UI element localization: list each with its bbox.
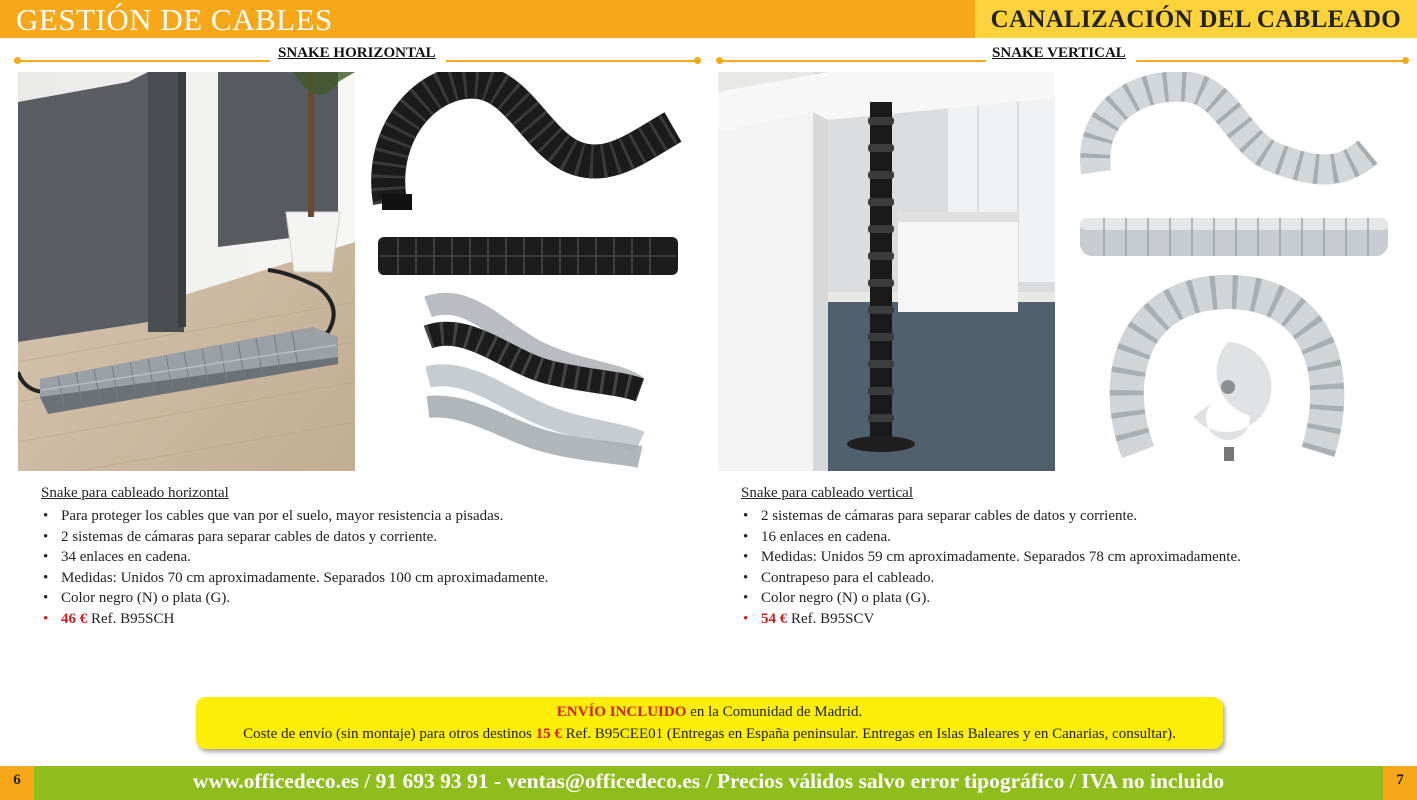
vertical-snake-desk-photo [718, 72, 1055, 471]
heading-rule [720, 60, 986, 62]
price-value: 46 € [61, 610, 88, 627]
vertical-product-title: Snake para cableado vertical [741, 485, 913, 501]
feature-item: • Color negro (N) o plata (G). [741, 588, 1401, 609]
horizontal-features-list [41, 506, 701, 629]
vertical-heading [708, 44, 1417, 64]
page-header [0, 0, 1417, 38]
shipping-line-2-start: Coste de envío (sin montaje) para otros destinos [243, 726, 532, 742]
feature-item: • Contrapeso para el cableado. [741, 568, 1401, 589]
price-item [741, 609, 1401, 630]
shipping-highlight: ENVÍO INCLUIDO [556, 704, 687, 720]
footer-contact: www.officedeco.es / 91 693 93 91 - ventas@officedeco.es / Precios válidos salvo error tipográfico / IVA no incluido [192, 769, 1225, 793]
feature-item: • 34 enlaces en cadena. [41, 547, 701, 568]
page-number-left: 6 [0, 766, 34, 800]
section-title: GESTIÓN DE CABLES [16, 2, 333, 37]
page-footer [0, 766, 1417, 800]
horizontal-heading-label: SNAKE HORIZONTAL [278, 45, 436, 61]
feature-item: • Medidas: Unidos 59 cm aproximadamente. Separados 78 cm aproximadamente. [741, 547, 1401, 568]
horizontal-snake-floor-photo [18, 72, 355, 471]
heading-rule [1136, 60, 1404, 62]
feature-item: • Medidas: Unidos 70 cm aproximadamente. Separados 100 cm aproximadamente. [41, 568, 701, 589]
shipping-line-2-rest: Ref. B95CEE01 (Entregas en España peninsular. Entregas en Islas Baleares y en Canarias, consultar). [565, 726, 1176, 742]
product-ref: Ref. B95SCH [91, 610, 175, 627]
horizontal-product-title: Snake para cableado horizontal [41, 485, 229, 501]
shipping-cost: 15 € [535, 726, 562, 742]
vertical-heading-label: SNAKE VERTICAL [992, 45, 1126, 61]
shipping-line-1 [196, 701, 1223, 723]
feature-item: • Para proteger los cables que van por el suelo, mayor resistencia a pisadas. [41, 506, 701, 527]
product-ref: Ref. B95SCV [791, 610, 875, 627]
heading-rule [18, 60, 270, 62]
horizontal-heading [0, 44, 708, 64]
category-title: CANALIZACIÓN DEL CABLEADO [975, 0, 1417, 38]
horizontal-snake-product-images [368, 72, 698, 471]
heading-rule [446, 60, 698, 62]
rule-dot [1402, 57, 1409, 64]
shipping-notice [196, 697, 1223, 749]
feature-item: • Color negro (N) o plata (G). [41, 588, 701, 609]
vertical-features-list [741, 506, 1401, 629]
feature-item: • 2 sistemas de cámaras para separar cables de datos y corriente. [41, 527, 701, 548]
page-number-right: 7 [1383, 766, 1417, 800]
feature-item: • 2 sistemas de cámaras para separar cables de datos y corriente. [741, 506, 1401, 527]
vertical-snake-product-images [1068, 72, 1398, 471]
shipping-line-2 [196, 723, 1223, 745]
rule-dot [694, 57, 701, 64]
horizontal-product-info [41, 485, 701, 629]
price-value: 54 € [761, 610, 788, 627]
shipping-line-1-text: en la Comunidad de Madrid. [690, 704, 863, 720]
feature-item: • 16 enlaces en cadena. [741, 527, 1401, 548]
price-item [41, 609, 701, 630]
vertical-product-info [741, 485, 1401, 629]
